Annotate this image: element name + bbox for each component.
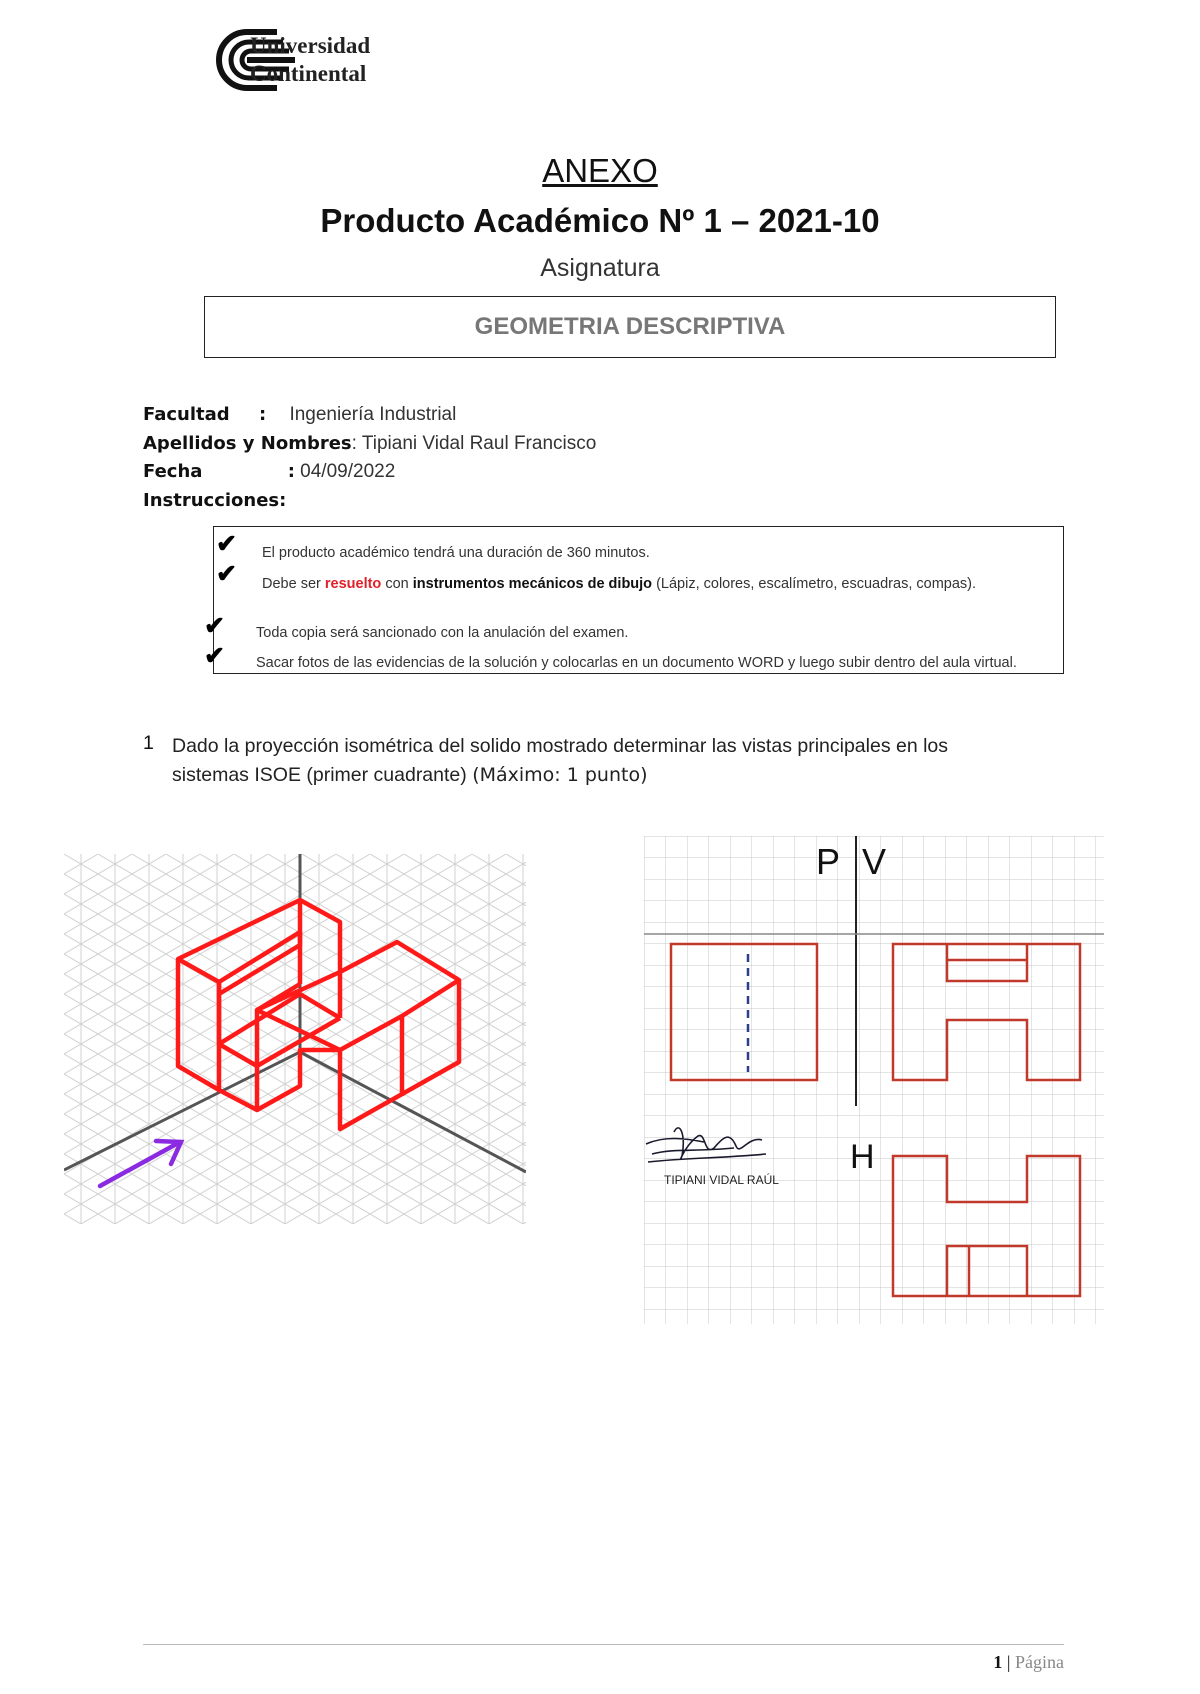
facultad-label: Facultad: [143, 404, 230, 425]
instruction-2-red: resuelto: [324, 576, 382, 592]
instruction-item-2: [262, 574, 1052, 594]
instrucciones-row: [143, 490, 286, 512]
instruction-item-3: Toda copia será sancionado con la anulación del examen.: [256, 625, 629, 641]
signature-name: TIPIANI VIDAL RAÚL: [664, 1173, 779, 1187]
university-name: [250, 32, 370, 88]
logo-line1: Universidad: [250, 33, 371, 58]
label-h: H: [850, 1138, 875, 1176]
checkmark-icon: ✔: [216, 530, 237, 558]
facultad-row: [143, 404, 456, 426]
footer-divider: [143, 1644, 1064, 1645]
checkmark-icon: ✔: [216, 560, 237, 588]
footer-separator: |: [1006, 1652, 1011, 1672]
fecha-row: [143, 461, 395, 483]
instruction-2-pre: Debe ser: [262, 576, 321, 592]
course-name-box: GEOMETRIA DESCRIPTIVA: [204, 296, 1056, 358]
instrucciones-label: Instrucciones:: [143, 490, 287, 511]
fecha-separator: :: [287, 461, 295, 482]
question-points: (Máximo: 1 punto): [472, 764, 648, 786]
nombres-separator: :: [351, 433, 357, 454]
label-v: V: [862, 841, 887, 882]
facultad-separator: :: [258, 404, 267, 425]
page-footer: [900, 1652, 1064, 1673]
fecha-value: 04/09/2022: [300, 461, 396, 482]
question-text: [172, 732, 1022, 790]
anexo-heading: ANEXO: [542, 152, 658, 189]
question-number: 1: [143, 732, 154, 754]
instructions-box: [204, 526, 1064, 674]
nombres-value: Tipiani Vidal Raul Francisco: [361, 433, 597, 454]
fecha-label: Fecha: [143, 461, 203, 482]
product-title: Producto Académico Nº 1 – 2021-10: [320, 202, 880, 239]
instruction-2-bold: instrumentos mecánicos de dibujo: [412, 576, 653, 592]
isometric-projection-figure: [64, 854, 526, 1224]
page-label: Página: [1015, 1652, 1064, 1672]
asignatura-label: Asignatura: [540, 254, 660, 282]
checkmark-icon: ✔: [204, 642, 225, 670]
checkmark-icon: ✔: [204, 612, 225, 640]
nombres-label: Apellidos y Nombres: [143, 433, 352, 454]
instruction-2-mid: con: [385, 576, 409, 592]
page-number: 1: [993, 1652, 1003, 1672]
nombres-row: [143, 433, 596, 455]
instruction-2-post: (Lápiz, colores, escalímetro, escuadras, compas).: [656, 576, 977, 592]
instruction-item-1: El producto académico tendrá una duración de 360 minutos.: [262, 545, 650, 561]
question-body: Dado la proyección isométrica del solido mostrado determinar las vistas principales en los sistemas ISOE (primer cuadrante): [172, 735, 949, 786]
orthographic-views-figure: [644, 836, 1104, 1324]
label-p: P: [816, 841, 841, 882]
facultad-value: Ingeniería Industrial: [289, 404, 457, 425]
logo-line2: Continental: [250, 61, 367, 86]
instruction-item-4: Sacar fotos de las evidencias de la solución y colocarlas en un documento WORD y luego subir dentro del aula virtual.: [256, 655, 1017, 671]
